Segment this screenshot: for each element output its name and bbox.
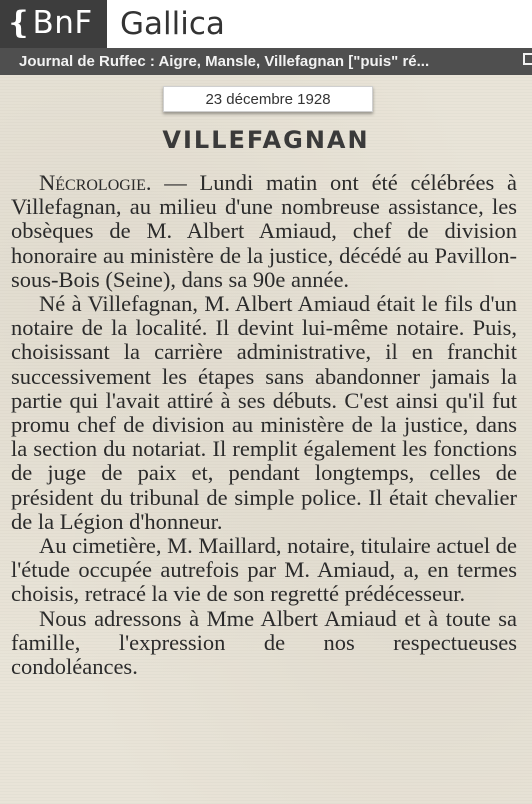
section-lead: Nécrologie.	[39, 170, 152, 195]
paragraph-2: Né à Villefagnan, M. Albert Amiaud était le fils d'un notaire de la localité. Il devint lui-même notaire. Puis, choisissant la carrière administrative, il en franchit successivement les étapes sans abandonner jamais la partie qui l'avait attiré à ses débuts. C'est ainsi qu'il fut promu chef de division au ministère de la justice, dans la section du notariat. Il remplit également les fonctions de juge de paix et, pendant longtemps, celles de président du tribunal de simple police. Il était chevalier de la Légion d'honneur.	[11, 291, 517, 534]
paragraph-1	[11, 171, 517, 292]
paragraph-1-text: — Lundi matin ont été célébrées à Villefagnan, au milieu d'une nombreuse assistance, les obsèques de M. Albert Amiaud, chef de division honoraire au ministère de la justice, décédé au Pavillon-sous-Bois (Seine), dans sa 90e année.	[11, 170, 517, 292]
bnf-logo[interactable]: ❴BnF	[0, 0, 107, 48]
document-title: Journal de Ruffec : Aigre, Mansle, Villefagnan ["puis" ré...	[0, 48, 532, 75]
top-bar	[0, 0, 532, 48]
paragraph-4: Nous adressons à Mme Albert Amiaud et à toute sa famille, l'expression de nos respectueuses condoléances.	[11, 605, 517, 680]
gallica-brand[interactable]: Gallica	[120, 6, 225, 42]
article-headline: VILLEFAGNAN	[162, 126, 370, 154]
external-link-icon[interactable]	[523, 53, 532, 65]
paragraph-3: Au cimetière, M. Maillard, notaire, titulaire actuel de l'étude occupée autrefois par M. Amiaud, a, en termes choisis, retracé la vie de son regretté prédécesseur.	[11, 533, 517, 607]
issue-date-badge[interactable]: 23 décembre 1928	[163, 86, 373, 112]
article-body	[11, 171, 517, 679]
